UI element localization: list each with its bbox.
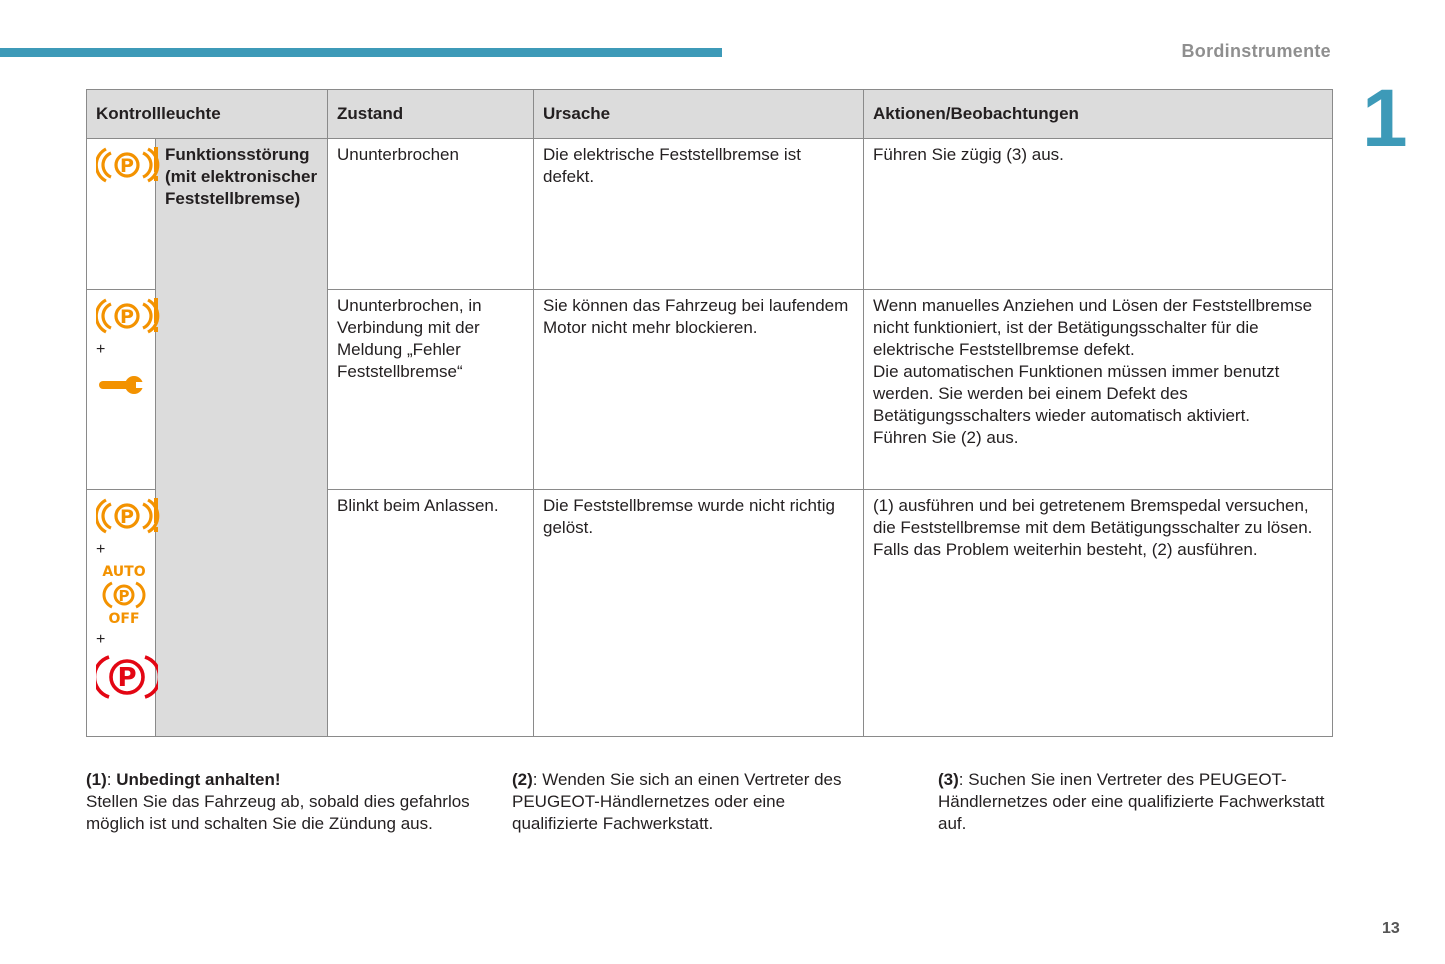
section-title: Bordinstrumente: [1181, 41, 1331, 61]
icon-letter: P: [117, 663, 137, 693]
icon-letter: P: [120, 506, 134, 528]
indicator-icon-cell: [87, 290, 156, 490]
footnote-3: [938, 769, 1328, 835]
column-header: Kontrollleuchte: [87, 90, 328, 139]
parking-brake-fault-icon: [96, 495, 160, 537]
icon-letter: P: [120, 155, 134, 177]
plus-sign: +: [96, 631, 106, 648]
auto-p-off-icon: [96, 563, 152, 627]
footnote-separator: :: [532, 770, 543, 789]
table-cell: Sie können das Fahrzeug bei laufendem Motor nicht mehr blockieren.: [534, 290, 864, 490]
table-cell: Blinkt beim Anlassen.: [328, 490, 534, 737]
footnote-ref: (3): [938, 770, 959, 789]
footnote-text: Wenden Sie sich an einen Vertreter des PEUGEOT-Händlernetzes oder eine qualifizierte Fachwerkstatt.: [512, 770, 842, 833]
parking-brake-fault-icon: [96, 295, 160, 337]
header-accent-bar: [0, 48, 722, 57]
plus-sign: +: [96, 541, 106, 558]
table-cell: Ununterbrochen: [328, 139, 534, 290]
table-cell: Die Feststellbremse wurde nicht richtig gelöst.: [534, 490, 864, 737]
table-cell: (1) ausführen und bei getretenem Bremspedal versuchen, die Feststellbremse mit dem Betätigungsschalter zu lösen. Falls das Problem weiterhin besteht, (2) ausführen.: [864, 490, 1333, 737]
column-header: Aktionen/Beobachtungen: [864, 90, 1333, 139]
column-header: Zustand: [328, 90, 534, 139]
footnote-separator: :: [958, 770, 969, 789]
table-header-row: [87, 90, 1333, 139]
table-cell: Ununterbrochen, in Verbindung mit der Meldung „Fehler Feststellbremse“: [328, 290, 534, 490]
off-label: OFF: [108, 611, 140, 627]
parking-brake-fault-icon: [96, 144, 160, 186]
footnote-text: Stellen Sie das Fahrzeug ab, sobald dies gefahrlos möglich ist und schalten Sie die Zündung aus.: [86, 792, 470, 833]
footnote-heading: Unbedingt anhalten!: [116, 770, 281, 789]
indicator-icon-cell: [87, 490, 156, 737]
footnote-1: [86, 769, 476, 835]
red-parking-brake-icon: [96, 653, 158, 701]
page-number: 13: [1382, 920, 1400, 937]
footnote-ref: (1): [86, 770, 107, 789]
footnote-2: [512, 769, 862, 835]
table-cell: Die elektrische Feststellbremse ist defekt.: [534, 139, 864, 290]
icon-letter: P: [120, 306, 134, 328]
light-name-cell: Funktionsstörung (mit elektronischer Feststellbremse): [156, 139, 328, 737]
table-row: [87, 139, 1333, 290]
wrench-icon: [96, 368, 146, 402]
warning-light-table: [86, 89, 1333, 737]
table-cell: Wenn manuelles Anziehen und Lösen der Feststellbremse nicht funktioniert, ist der Betätigungsschalter für die elektrische Feststellbremse defekt. Die automatischen Funktionen müssen immer benutzt werden. Sie werden bei einem Defekt des Betätigungsschalters wieder automatisch aktiviert. Führen Sie (2) aus.: [864, 290, 1333, 490]
footnote-separator: :: [106, 770, 117, 789]
chapter-number: 1: [1362, 73, 1408, 164]
footnote-text: Suchen Sie inen Vertreter des PEUGEOT-Händlernetzes oder eine qualifizierte Fachwerkstatt auf.: [938, 770, 1325, 833]
indicator-icon-cell: [87, 139, 156, 290]
footnote-ref: (2): [512, 770, 533, 789]
icon-letter: P: [118, 587, 130, 605]
plus-sign: +: [96, 341, 106, 358]
column-header: Ursache: [534, 90, 864, 139]
auto-label: AUTO: [102, 564, 146, 580]
table-cell: Führen Sie zügig (3) aus.: [864, 139, 1333, 290]
